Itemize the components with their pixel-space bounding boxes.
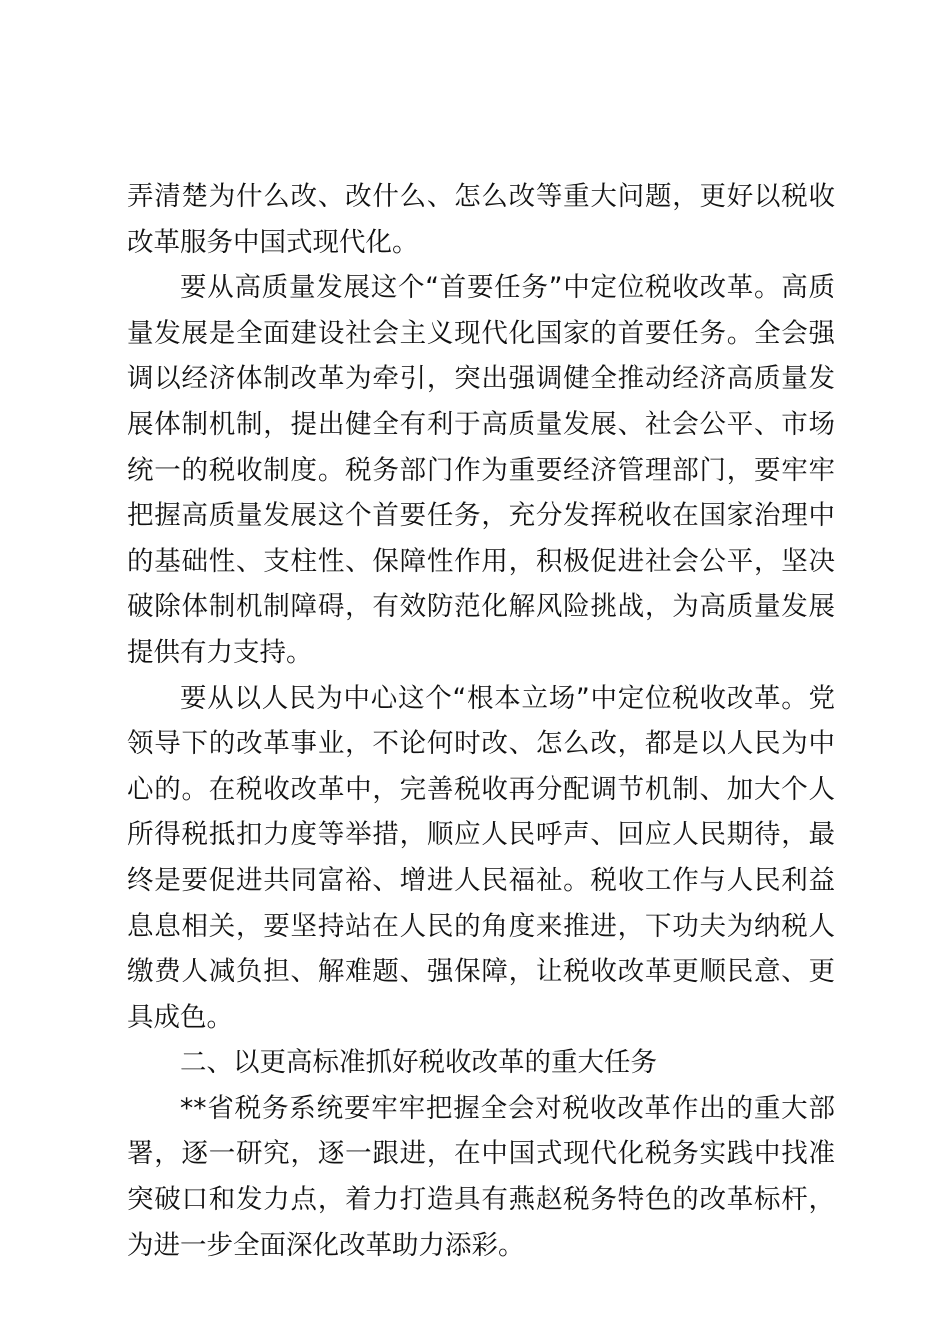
paragraph-provincial-tax-system: **省税务系统要牢牢把握全会对税收改革作出的重大部署，逐一研究，逐一跟进，在中国式现代化税务实践中找准突破口和发力点，着力打造具有燕赵税务特色的改革标杆，为进一步全面深化改革助力添彩。 (127, 1092, 835, 1261)
section-heading-two: 二、以更高标准抓好税收改革的重大任务 (180, 1047, 657, 1079)
paragraph-high-quality-development: 要从高质量发展这个“首要任务”中定位税收改革。高质量发展是全面建设社会主义现代化国家的首要任务。全会强调以经济体制改革为牵引，突出强调健全推动经济高质量发展体制机制，提出健全有利于高质量发展、社会公平、市场统一的税收制度。税务部门作为重要经济管理部门，要牢牢把握高质量发展这个首要任务，充分发挥税收在国家治理中的基础性、支柱性、保障性作用，积极促进社会公平，坚决破除体制机制障碍，有效防范化解风险挑战，为高质量发展提供有力支持。 (127, 272, 835, 668)
document-body (127, 174, 835, 1268)
paragraph-continuation: 弄清楚为什么改、改什么、怎么改等重大问题，更好以税收改革服务中国式现代化。 (127, 181, 835, 258)
paragraph-people-centered: 要从以人民为中心这个“根本立场”中定位税收改革。党领导下的改革事业，不论何时改、怎么改，都是以人民为中心的。在税收改革中，完善税收再分配调节机制、加大个人所得税抵扣力度等举措，顺应人民呼声、回应人民期待，最终是要促进共同富裕、增进人民福祉。税收工作与人民利益息息相关，要坚持站在人民的角度来推进，下功夫为纳税人缴费人减负担、解难题、强保障，让税收改革更顺民意、更具成色。 (127, 682, 835, 1033)
